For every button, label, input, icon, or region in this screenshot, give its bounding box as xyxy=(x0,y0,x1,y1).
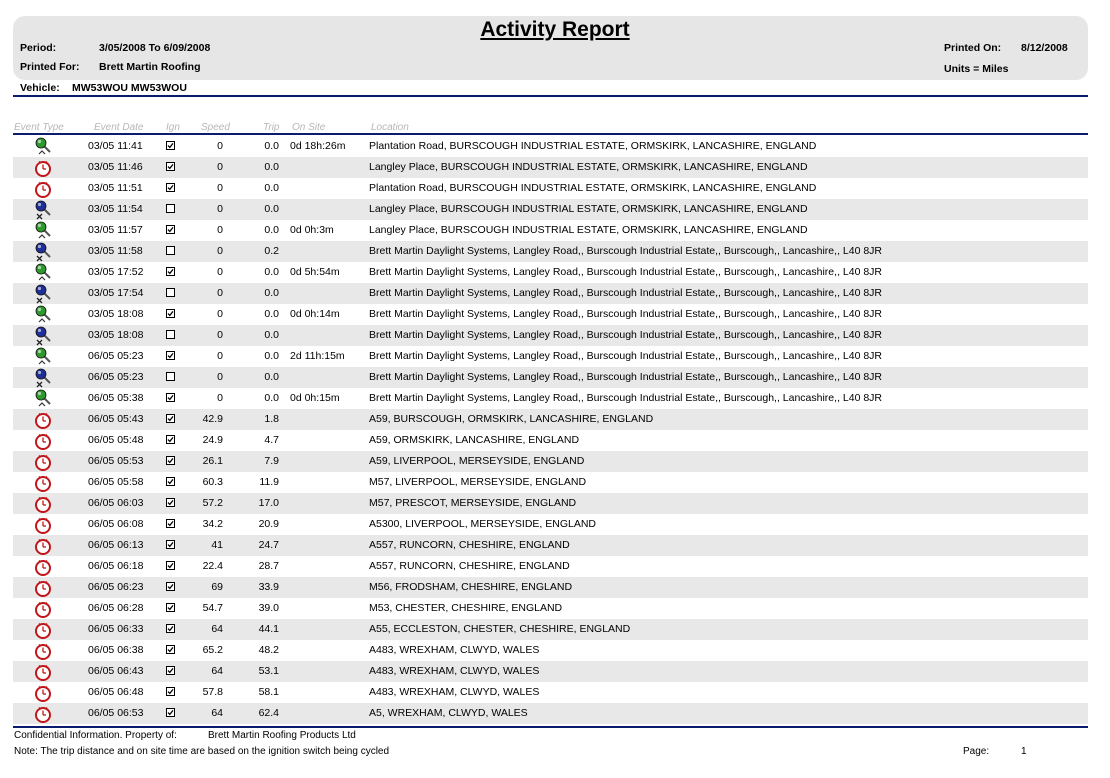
ignition-checked-icon xyxy=(166,561,175,570)
speed-value: 0 xyxy=(217,245,223,257)
green-pin-icon xyxy=(33,389,55,409)
on-site-value: 0d 0h:3m xyxy=(290,224,334,236)
col-ign: Ign xyxy=(166,122,180,133)
location-value: Langley Place, BURSCOUGH INDUSTRIAL ESTATE, ORMSKIRK, LANCASHIRE, ENGLAND xyxy=(369,224,808,236)
trip-value: 0.0 xyxy=(264,224,279,236)
page-label: Page: xyxy=(963,746,990,757)
location-value: Brett Martin Daylight Systems, Langley Road,, Burscough Industrial Estate,, Burscough,, Lancashire,, L40 8JR xyxy=(369,308,883,320)
footer-divider xyxy=(13,726,1088,728)
location-value: A59, ORMSKIRK, LANCASHIRE, ENGLAND xyxy=(369,434,580,446)
location-value: A5, WREXHAM, CLWYD, WALES xyxy=(369,707,528,719)
ignition-checked-icon xyxy=(166,603,175,612)
green-pin-icon xyxy=(33,347,55,367)
event-date: 06/05 06:13 xyxy=(88,539,144,551)
blue-pin-icon xyxy=(33,200,55,220)
ignition-checked-icon xyxy=(166,708,175,717)
event-date: 06/05 06:03 xyxy=(88,497,144,509)
speed-value: 54.7 xyxy=(202,602,223,614)
clock-icon xyxy=(33,431,55,451)
trip-value: 0.0 xyxy=(264,287,279,299)
speed-value: 0 xyxy=(217,329,223,341)
trip-value: 0.0 xyxy=(264,140,279,152)
trip-value: 0.0 xyxy=(264,371,279,383)
speed-value: 0 xyxy=(217,266,223,278)
location-value: Brett Martin Daylight Systems, Langley Road,, Burscough Industrial Estate,, Burscough,, Lancashire,, L40 8JR xyxy=(369,350,883,362)
vehicle-divider xyxy=(13,95,1088,97)
table-row xyxy=(13,325,1088,346)
trip-value: 33.9 xyxy=(258,581,279,593)
report-title: Activity Report xyxy=(480,18,630,41)
col-event-type: Event Type xyxy=(14,122,64,133)
location-value: M56, FRODSHAM, CHESHIRE, ENGLAND xyxy=(369,581,573,593)
clock-icon xyxy=(33,494,55,514)
footer-note: Note: The trip distance and on site time are based on the ignition switch being cycled xyxy=(14,746,390,757)
table-row xyxy=(13,136,1088,157)
table-row xyxy=(13,682,1088,703)
trip-value: 58.1 xyxy=(258,686,279,698)
location-value: A557, RUNCORN, CHESHIRE, ENGLAND xyxy=(369,560,570,572)
location-value: M57, LIVERPOOL, MERSEYSIDE, ENGLAND xyxy=(369,476,587,488)
table-row xyxy=(13,703,1088,724)
event-date: 03/05 11:41 xyxy=(88,140,143,152)
col-trip: Trip xyxy=(263,122,280,133)
event-date: 06/05 05:58 xyxy=(88,476,144,488)
clock-icon xyxy=(33,515,55,535)
table-row xyxy=(13,388,1088,409)
location-value: Plantation Road, BURSCOUGH INDUSTRIAL ESTATE, ORMSKIRK, LANCASHIRE, ENGLAND xyxy=(369,182,817,194)
clock-icon xyxy=(33,599,55,619)
event-date: 06/05 06:18 xyxy=(88,560,144,572)
speed-value: 0 xyxy=(217,392,223,404)
ignition-checked-icon xyxy=(166,351,175,360)
speed-value: 22.4 xyxy=(202,560,223,572)
clock-icon xyxy=(33,557,55,577)
clock-icon xyxy=(33,620,55,640)
event-date: 03/05 18:08 xyxy=(88,308,144,320)
clock-icon xyxy=(33,641,55,661)
ignition-checked-icon xyxy=(166,414,175,423)
trip-value: 0.2 xyxy=(264,245,279,257)
ignition-unchecked-icon xyxy=(166,372,175,381)
speed-value: 65.2 xyxy=(202,644,223,656)
trip-value: 0.0 xyxy=(264,329,279,341)
ignition-checked-icon xyxy=(166,666,175,675)
event-date: 06/05 05:53 xyxy=(88,455,144,467)
location-value: Langley Place, BURSCOUGH INDUSTRIAL ESTATE, ORMSKIRK, LANCASHIRE, ENGLAND xyxy=(369,203,808,215)
speed-value: 41 xyxy=(211,539,223,551)
ignition-checked-icon xyxy=(166,183,175,192)
table-row xyxy=(13,178,1088,199)
ignition-checked-icon xyxy=(166,645,175,654)
event-date: 03/05 11:57 xyxy=(88,224,143,236)
trip-value: 0.0 xyxy=(264,182,279,194)
table-row xyxy=(13,262,1088,283)
trip-value: 28.7 xyxy=(258,560,279,572)
table-row xyxy=(13,514,1088,535)
table-row xyxy=(13,241,1088,262)
trip-value: 17.0 xyxy=(258,497,279,509)
trip-value: 7.9 xyxy=(264,455,279,467)
trip-value: 0.0 xyxy=(264,203,279,215)
ignition-unchecked-icon xyxy=(166,246,175,255)
speed-value: 64 xyxy=(211,623,223,635)
speed-value: 64 xyxy=(211,665,223,677)
table-row xyxy=(13,472,1088,493)
company-name: Brett Martin Roofing Products Ltd xyxy=(208,730,356,741)
location-value: A483, WREXHAM, CLWYD, WALES xyxy=(369,686,540,698)
speed-value: 69 xyxy=(211,581,223,593)
event-date: 03/05 17:54 xyxy=(88,287,144,299)
period-label: Period: xyxy=(20,42,57,54)
green-pin-icon xyxy=(33,305,55,325)
location-value: A59, LIVERPOOL, MERSEYSIDE, ENGLAND xyxy=(369,455,585,467)
location-value: Brett Martin Daylight Systems, Langley Road,, Burscough Industrial Estate,, Burscough,, Lancashire,, L40 8JR xyxy=(369,329,883,341)
speed-value: 26.1 xyxy=(202,455,223,467)
ignition-checked-icon xyxy=(166,687,175,696)
speed-value: 42.9 xyxy=(202,413,223,425)
trip-value: 11.9 xyxy=(259,476,279,488)
speed-value: 0 xyxy=(217,287,223,299)
location-value: Langley Place, BURSCOUGH INDUSTRIAL ESTATE, ORMSKIRK, LANCASHIRE, ENGLAND xyxy=(369,161,808,173)
location-value: A5300, LIVERPOOL, MERSEYSIDE, ENGLAND xyxy=(369,518,597,530)
on-site-value: 2d 11h:15m xyxy=(290,350,345,362)
ignition-unchecked-icon xyxy=(166,204,175,213)
col-speed: Speed xyxy=(201,122,230,133)
speed-value: 57.8 xyxy=(202,686,223,698)
table-row xyxy=(13,199,1088,220)
ignition-checked-icon xyxy=(166,267,175,276)
table-row xyxy=(13,157,1088,178)
clock-icon xyxy=(33,662,55,682)
speed-value: 0 xyxy=(217,350,223,362)
speed-value: 0 xyxy=(217,140,223,152)
trip-value: 44.1 xyxy=(258,623,279,635)
table-row xyxy=(13,619,1088,640)
trip-value: 0.0 xyxy=(264,350,279,362)
event-date: 06/05 06:48 xyxy=(88,686,144,698)
location-value: Brett Martin Daylight Systems, Langley Road,, Burscough Industrial Estate,, Burscough,, Lancashire,, L40 8JR xyxy=(369,266,883,278)
ignition-checked-icon xyxy=(166,477,175,486)
activity-table xyxy=(13,136,1088,724)
trip-value: 0.0 xyxy=(264,266,279,278)
ignition-unchecked-icon xyxy=(166,330,175,339)
green-pin-icon xyxy=(33,263,55,283)
event-date: 06/05 05:48 xyxy=(88,434,144,446)
speed-value: 0 xyxy=(217,203,223,215)
location-value: Plantation Road, BURSCOUGH INDUSTRIAL ESTATE, ORMSKIRK, LANCASHIRE, ENGLAND xyxy=(369,140,817,152)
blue-pin-icon xyxy=(33,368,55,388)
on-site-value: 0d 0h:14m xyxy=(290,308,340,320)
period-value: 3/05/2008 To 6/09/2008 xyxy=(99,42,211,54)
clock-icon xyxy=(33,452,55,472)
event-date: 06/05 05:23 xyxy=(88,350,144,362)
ignition-checked-icon xyxy=(166,540,175,549)
confidential-label: Confidential Information. Property of: xyxy=(14,730,177,741)
trip-value: 0.0 xyxy=(264,308,279,320)
clock-icon xyxy=(33,683,55,703)
ignition-checked-icon xyxy=(166,225,175,234)
trip-value: 24.7 xyxy=(258,539,279,551)
vehicle-value: MW53WOU MW53WOU xyxy=(72,82,187,94)
clock-icon xyxy=(33,536,55,556)
units-label: Units = Miles xyxy=(944,63,1009,75)
trip-value: 0.0 xyxy=(264,161,279,173)
ignition-checked-icon xyxy=(166,519,175,528)
location-value: A557, RUNCORN, CHESHIRE, ENGLAND xyxy=(369,539,570,551)
col-on-site: On Site xyxy=(292,122,326,133)
trip-value: 39.0 xyxy=(258,602,279,614)
table-row xyxy=(13,598,1088,619)
event-date: 06/05 06:38 xyxy=(88,644,144,656)
speed-value: 0 xyxy=(217,161,223,173)
event-date: 06/05 06:33 xyxy=(88,623,144,635)
clock-icon xyxy=(33,158,55,178)
event-date: 06/05 06:28 xyxy=(88,602,144,614)
event-date: 06/05 06:43 xyxy=(88,665,144,677)
printed-on-value: 8/12/2008 xyxy=(1021,42,1068,54)
on-site-value: 0d 5h:54m xyxy=(290,266,340,278)
on-site-value: 0d 18h:26m xyxy=(290,140,346,152)
ignition-unchecked-icon xyxy=(166,288,175,297)
event-date: 06/05 06:23 xyxy=(88,581,144,593)
location-value: Brett Martin Daylight Systems, Langley Road,, Burscough Industrial Estate,, Burscough,, Lancashire,, L40 8JR xyxy=(369,245,883,257)
event-date: 03/05 11:51 xyxy=(88,182,143,194)
table-row xyxy=(13,577,1088,598)
location-value: M53, CHESTER, CHESHIRE, ENGLAND xyxy=(369,602,563,614)
green-pin-icon xyxy=(33,137,55,157)
speed-value: 60.3 xyxy=(202,476,223,488)
table-row xyxy=(13,535,1088,556)
location-value: A59, BURSCOUGH, ORMSKIRK, LANCASHIRE, ENGLAND xyxy=(369,413,654,425)
event-date: 06/05 06:08 xyxy=(88,518,144,530)
clock-icon xyxy=(33,704,55,724)
table-row xyxy=(13,430,1088,451)
event-date: 06/05 06:53 xyxy=(88,707,144,719)
clock-icon xyxy=(33,473,55,493)
ignition-checked-icon xyxy=(166,498,175,507)
speed-value: 0 xyxy=(217,182,223,194)
ignition-checked-icon xyxy=(166,309,175,318)
table-row xyxy=(13,283,1088,304)
printed-for-value: Brett Martin Roofing xyxy=(99,61,201,73)
location-value: A483, WREXHAM, CLWYD, WALES xyxy=(369,665,540,677)
table-row xyxy=(13,640,1088,661)
ignition-checked-icon xyxy=(166,582,175,591)
location-value: A55, ECCLESTON, CHESTER, CHESHIRE, ENGLAND xyxy=(369,623,631,635)
trip-value: 4.7 xyxy=(264,434,279,446)
event-date: 06/05 05:23 xyxy=(88,371,144,383)
printed-on-label: Printed On: xyxy=(944,42,1002,54)
event-date: 03/05 11:54 xyxy=(88,203,143,215)
speed-value: 64 xyxy=(211,707,223,719)
speed-value: 0 xyxy=(217,308,223,320)
event-date: 06/05 05:38 xyxy=(88,392,144,404)
clock-icon xyxy=(33,179,55,199)
location-value: Brett Martin Daylight Systems, Langley Road,, Burscough Industrial Estate,, Burscough,, Lancashire,, L40 8JR xyxy=(369,287,883,299)
speed-value: 0 xyxy=(217,224,223,236)
location-value: M57, PRESCOT, MERSEYSIDE, ENGLAND xyxy=(369,497,577,509)
trip-value: 48.2 xyxy=(258,644,279,656)
speed-value: 0 xyxy=(217,371,223,383)
speed-value: 24.9 xyxy=(202,434,223,446)
table-header-divider xyxy=(13,133,1088,135)
location-value: Brett Martin Daylight Systems, Langley Road,, Burscough Industrial Estate,, Burscough,, Lancashire,, L40 8JR xyxy=(369,371,883,383)
ignition-checked-icon xyxy=(166,393,175,402)
table-row xyxy=(13,304,1088,325)
blue-pin-icon xyxy=(33,326,55,346)
vehicle-label: Vehicle: xyxy=(20,82,60,94)
event-date: 03/05 11:46 xyxy=(88,161,143,173)
event-date: 03/05 17:52 xyxy=(88,266,144,278)
blue-pin-icon xyxy=(33,284,55,304)
table-row xyxy=(13,346,1088,367)
speed-value: 34.2 xyxy=(202,518,223,530)
clock-icon xyxy=(33,410,55,430)
col-location: Location xyxy=(371,122,409,133)
location-value: A483, WREXHAM, CLWYD, WALES xyxy=(369,644,540,656)
ignition-checked-icon xyxy=(166,435,175,444)
ignition-checked-icon xyxy=(166,141,175,150)
ignition-checked-icon xyxy=(166,456,175,465)
blue-pin-icon xyxy=(33,242,55,262)
table-row xyxy=(13,661,1088,682)
event-date: 03/05 18:08 xyxy=(88,329,144,341)
event-date: 03/05 11:58 xyxy=(88,245,143,257)
col-event-date: Event Date xyxy=(94,122,144,133)
table-row xyxy=(13,220,1088,241)
ignition-checked-icon xyxy=(166,624,175,633)
trip-value: 53.1 xyxy=(258,665,279,677)
table-row xyxy=(13,556,1088,577)
printed-for-label: Printed For: xyxy=(20,61,80,73)
table-row xyxy=(13,367,1088,388)
trip-value: 20.9 xyxy=(258,518,279,530)
on-site-value: 0d 0h:15m xyxy=(290,392,340,404)
table-row xyxy=(13,493,1088,514)
trip-value: 1.8 xyxy=(264,413,279,425)
trip-value: 0.0 xyxy=(264,392,279,404)
table-row xyxy=(13,409,1088,430)
location-value: Brett Martin Daylight Systems, Langley Road,, Burscough Industrial Estate,, Burscough,, Lancashire,, L40 8JR xyxy=(369,392,883,404)
page-number: 1 xyxy=(1021,746,1027,757)
event-date: 06/05 05:43 xyxy=(88,413,144,425)
green-pin-icon xyxy=(33,221,55,241)
ignition-checked-icon xyxy=(166,162,175,171)
speed-value: 57.2 xyxy=(202,497,223,509)
trip-value: 62.4 xyxy=(258,707,279,719)
table-row xyxy=(13,451,1088,472)
clock-icon xyxy=(33,578,55,598)
